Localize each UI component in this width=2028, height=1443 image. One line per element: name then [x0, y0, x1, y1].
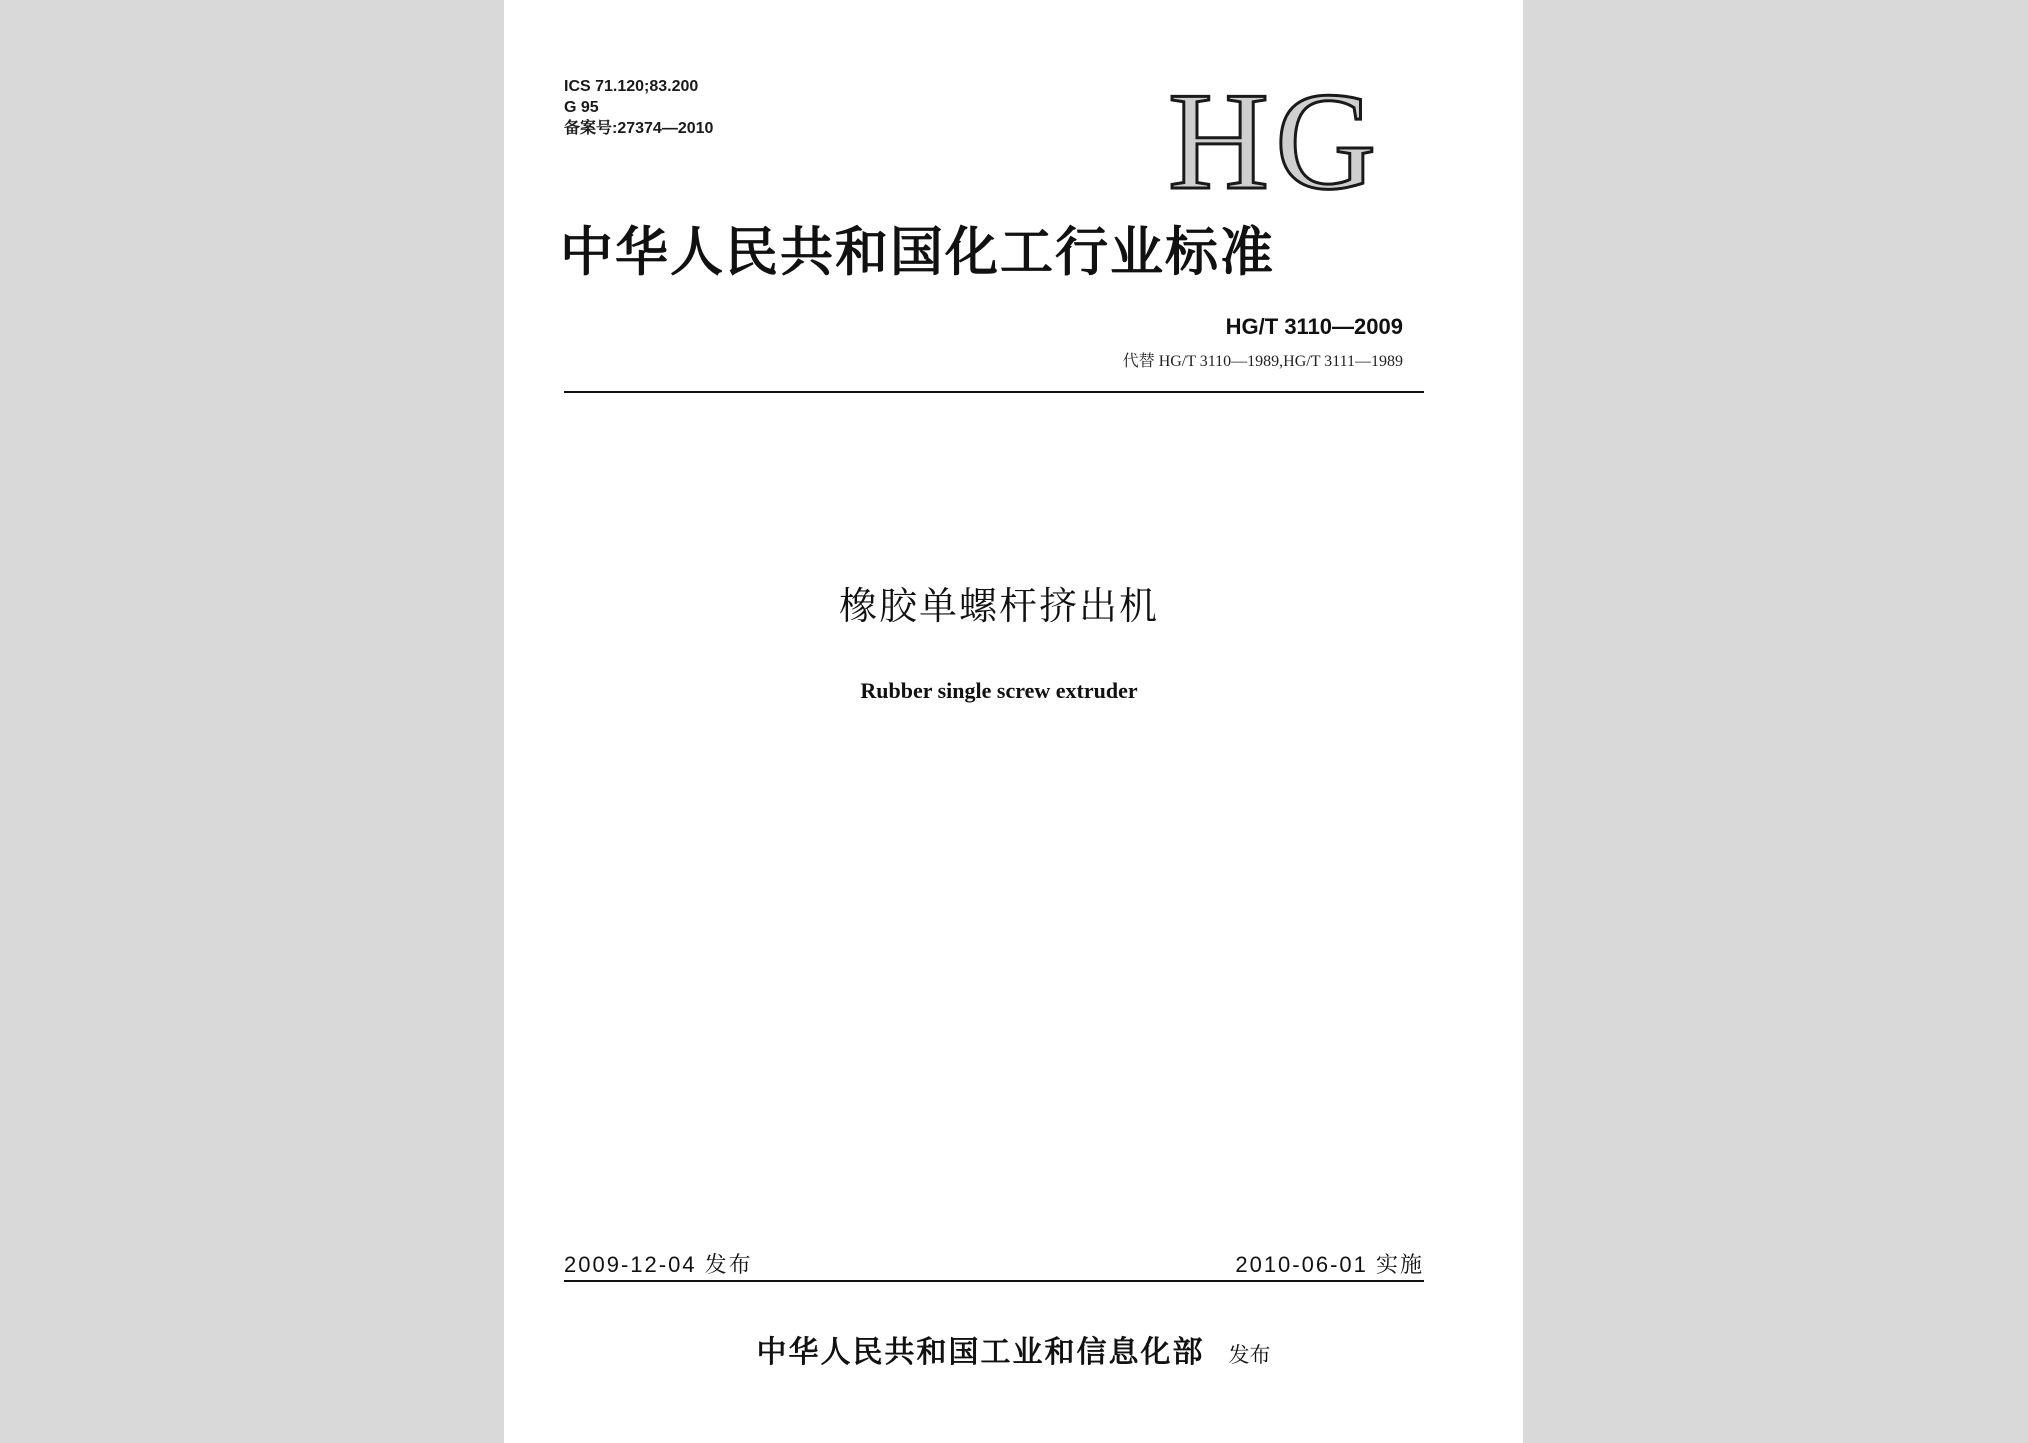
issuer-line — [504, 1327, 1523, 1371]
issue-date: 2009-12-04 发布 — [564, 1252, 753, 1277]
issuing-authority: 中华人民共和国工业和信息化部 — [756, 1335, 1205, 1370]
hg-logo: HG — [1168, 64, 1383, 219]
filing-number: 备案号:27374—2010 — [564, 120, 714, 137]
header-divider — [564, 391, 1424, 393]
footer-divider — [564, 1280, 1424, 1282]
ccs-code: G 95 — [564, 99, 599, 116]
document-title-english: Rubber single screw extruder — [860, 678, 1138, 703]
release-label: 发布 — [1228, 1343, 1271, 1367]
standard-code: HG/T 3110—2009 — [1225, 314, 1403, 339]
replaces-note: 代替 HG/T 3110—1989,HG/T 3111—1989 — [1122, 353, 1403, 370]
classification-block — [564, 76, 713, 139]
document-page — [504, 0, 1523, 1443]
ics-code: ICS 71.120;83.200 — [564, 78, 699, 95]
implementation-date: 2010-06-01 实施 — [1235, 1252, 1424, 1277]
document-title-chinese: 橡胶单螺杆挤出机 — [838, 584, 1159, 628]
standard-category-title: 中华人民共和国化工行业标准 — [560, 221, 1275, 283]
